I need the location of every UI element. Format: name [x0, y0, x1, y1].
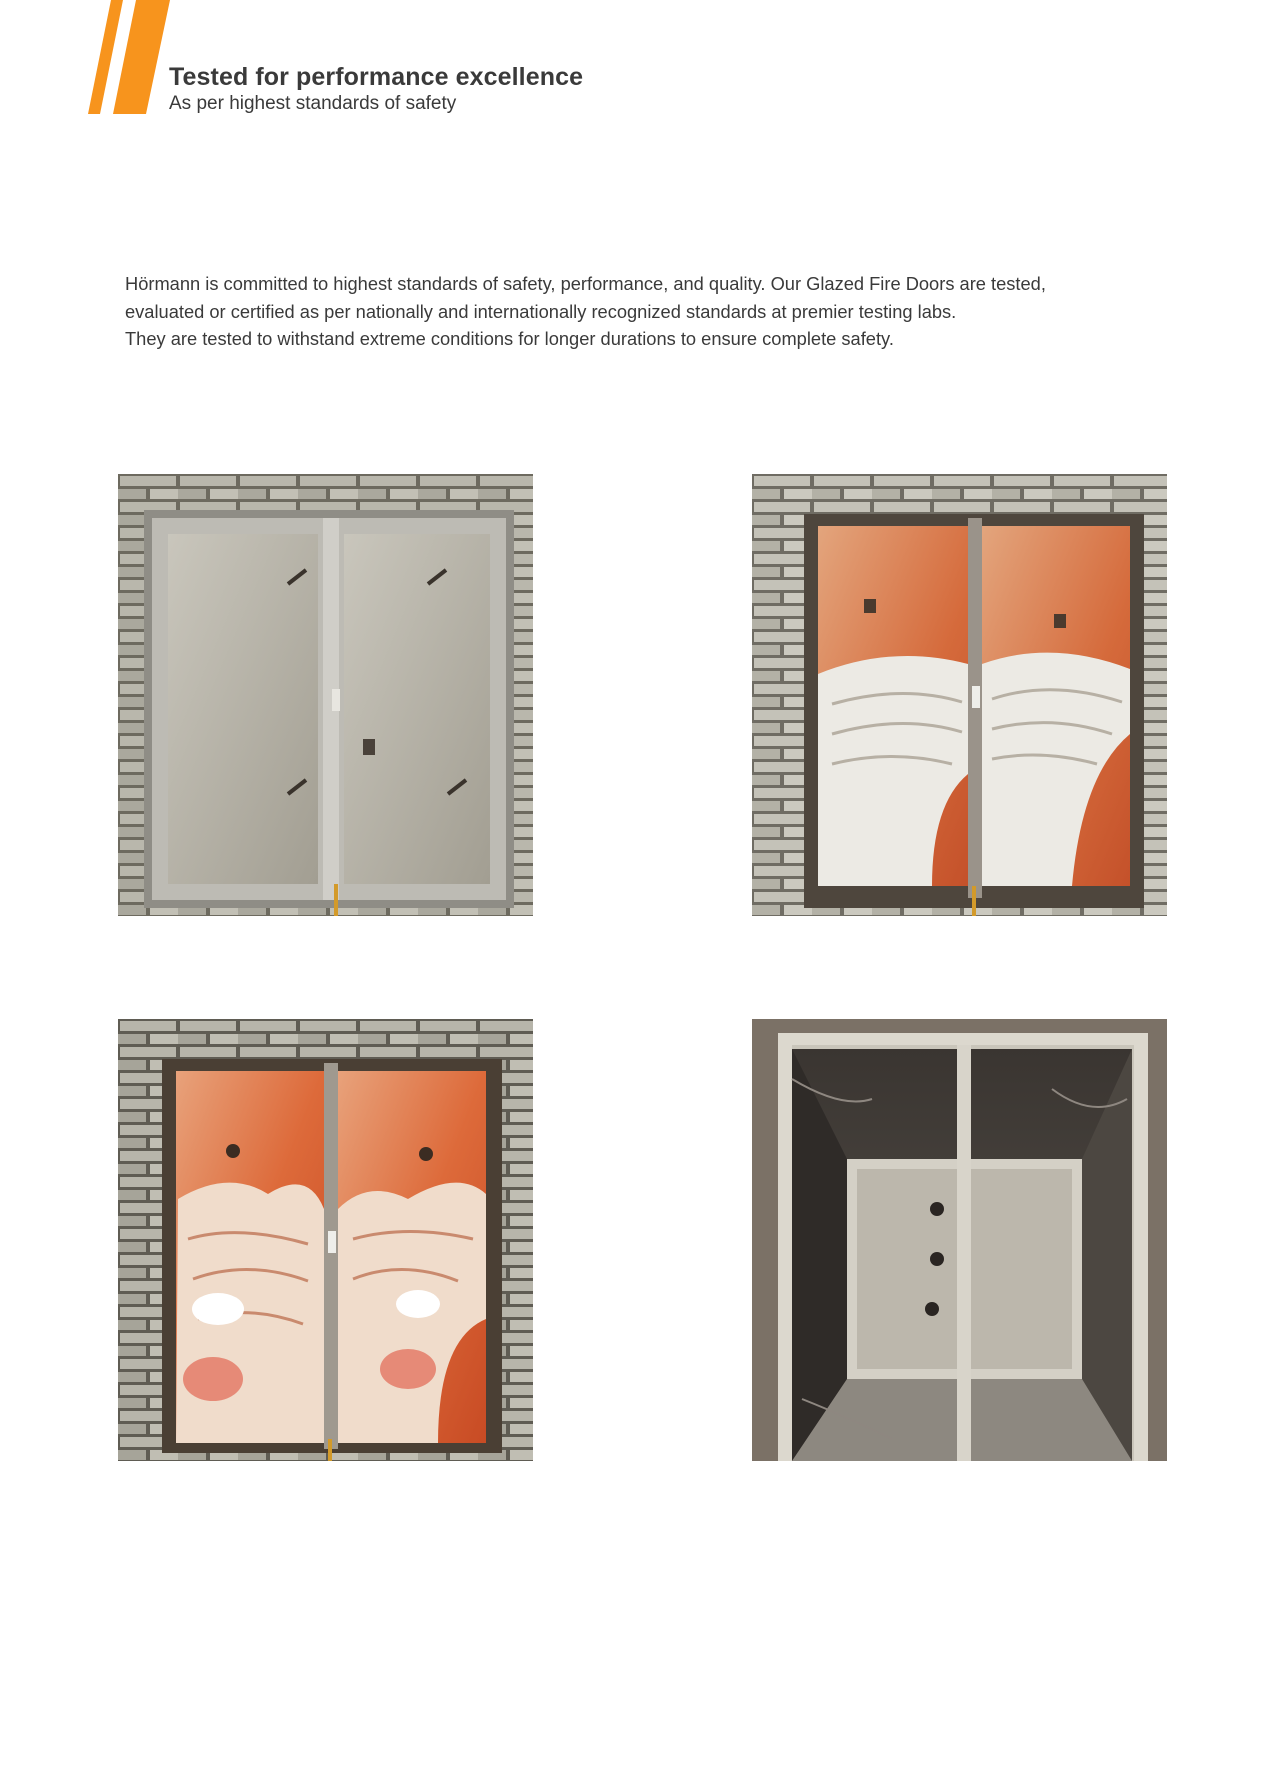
intro-paragraph	[125, 270, 1185, 353]
intro-line: evaluated or certified as per nationally and internationally recognized standards at premier testing labs.	[125, 300, 957, 322]
intro-line: Hörmann is committed to highest standards of safety, performance, and quality. Our Glazed Fire Doors are tested,	[125, 273, 1046, 294]
page-subtitle: As per highest standards of safety	[169, 93, 457, 114]
fire-door-test-photo-heat-stage-2	[118, 1019, 533, 1461]
page-title: Tested for performance excellence	[169, 63, 584, 91]
fire-door-test-photo-before	[118, 474, 533, 916]
page-heading	[169, 62, 583, 116]
fire-door-test-photo-after	[752, 1019, 1167, 1461]
fire-door-test-photo-heat-stage-1	[752, 474, 1167, 916]
brand-stripes-logo	[88, 0, 176, 114]
intro-line: They are tested to withstand extreme conditions for longer durations to ensure complete safety.	[125, 328, 894, 349]
